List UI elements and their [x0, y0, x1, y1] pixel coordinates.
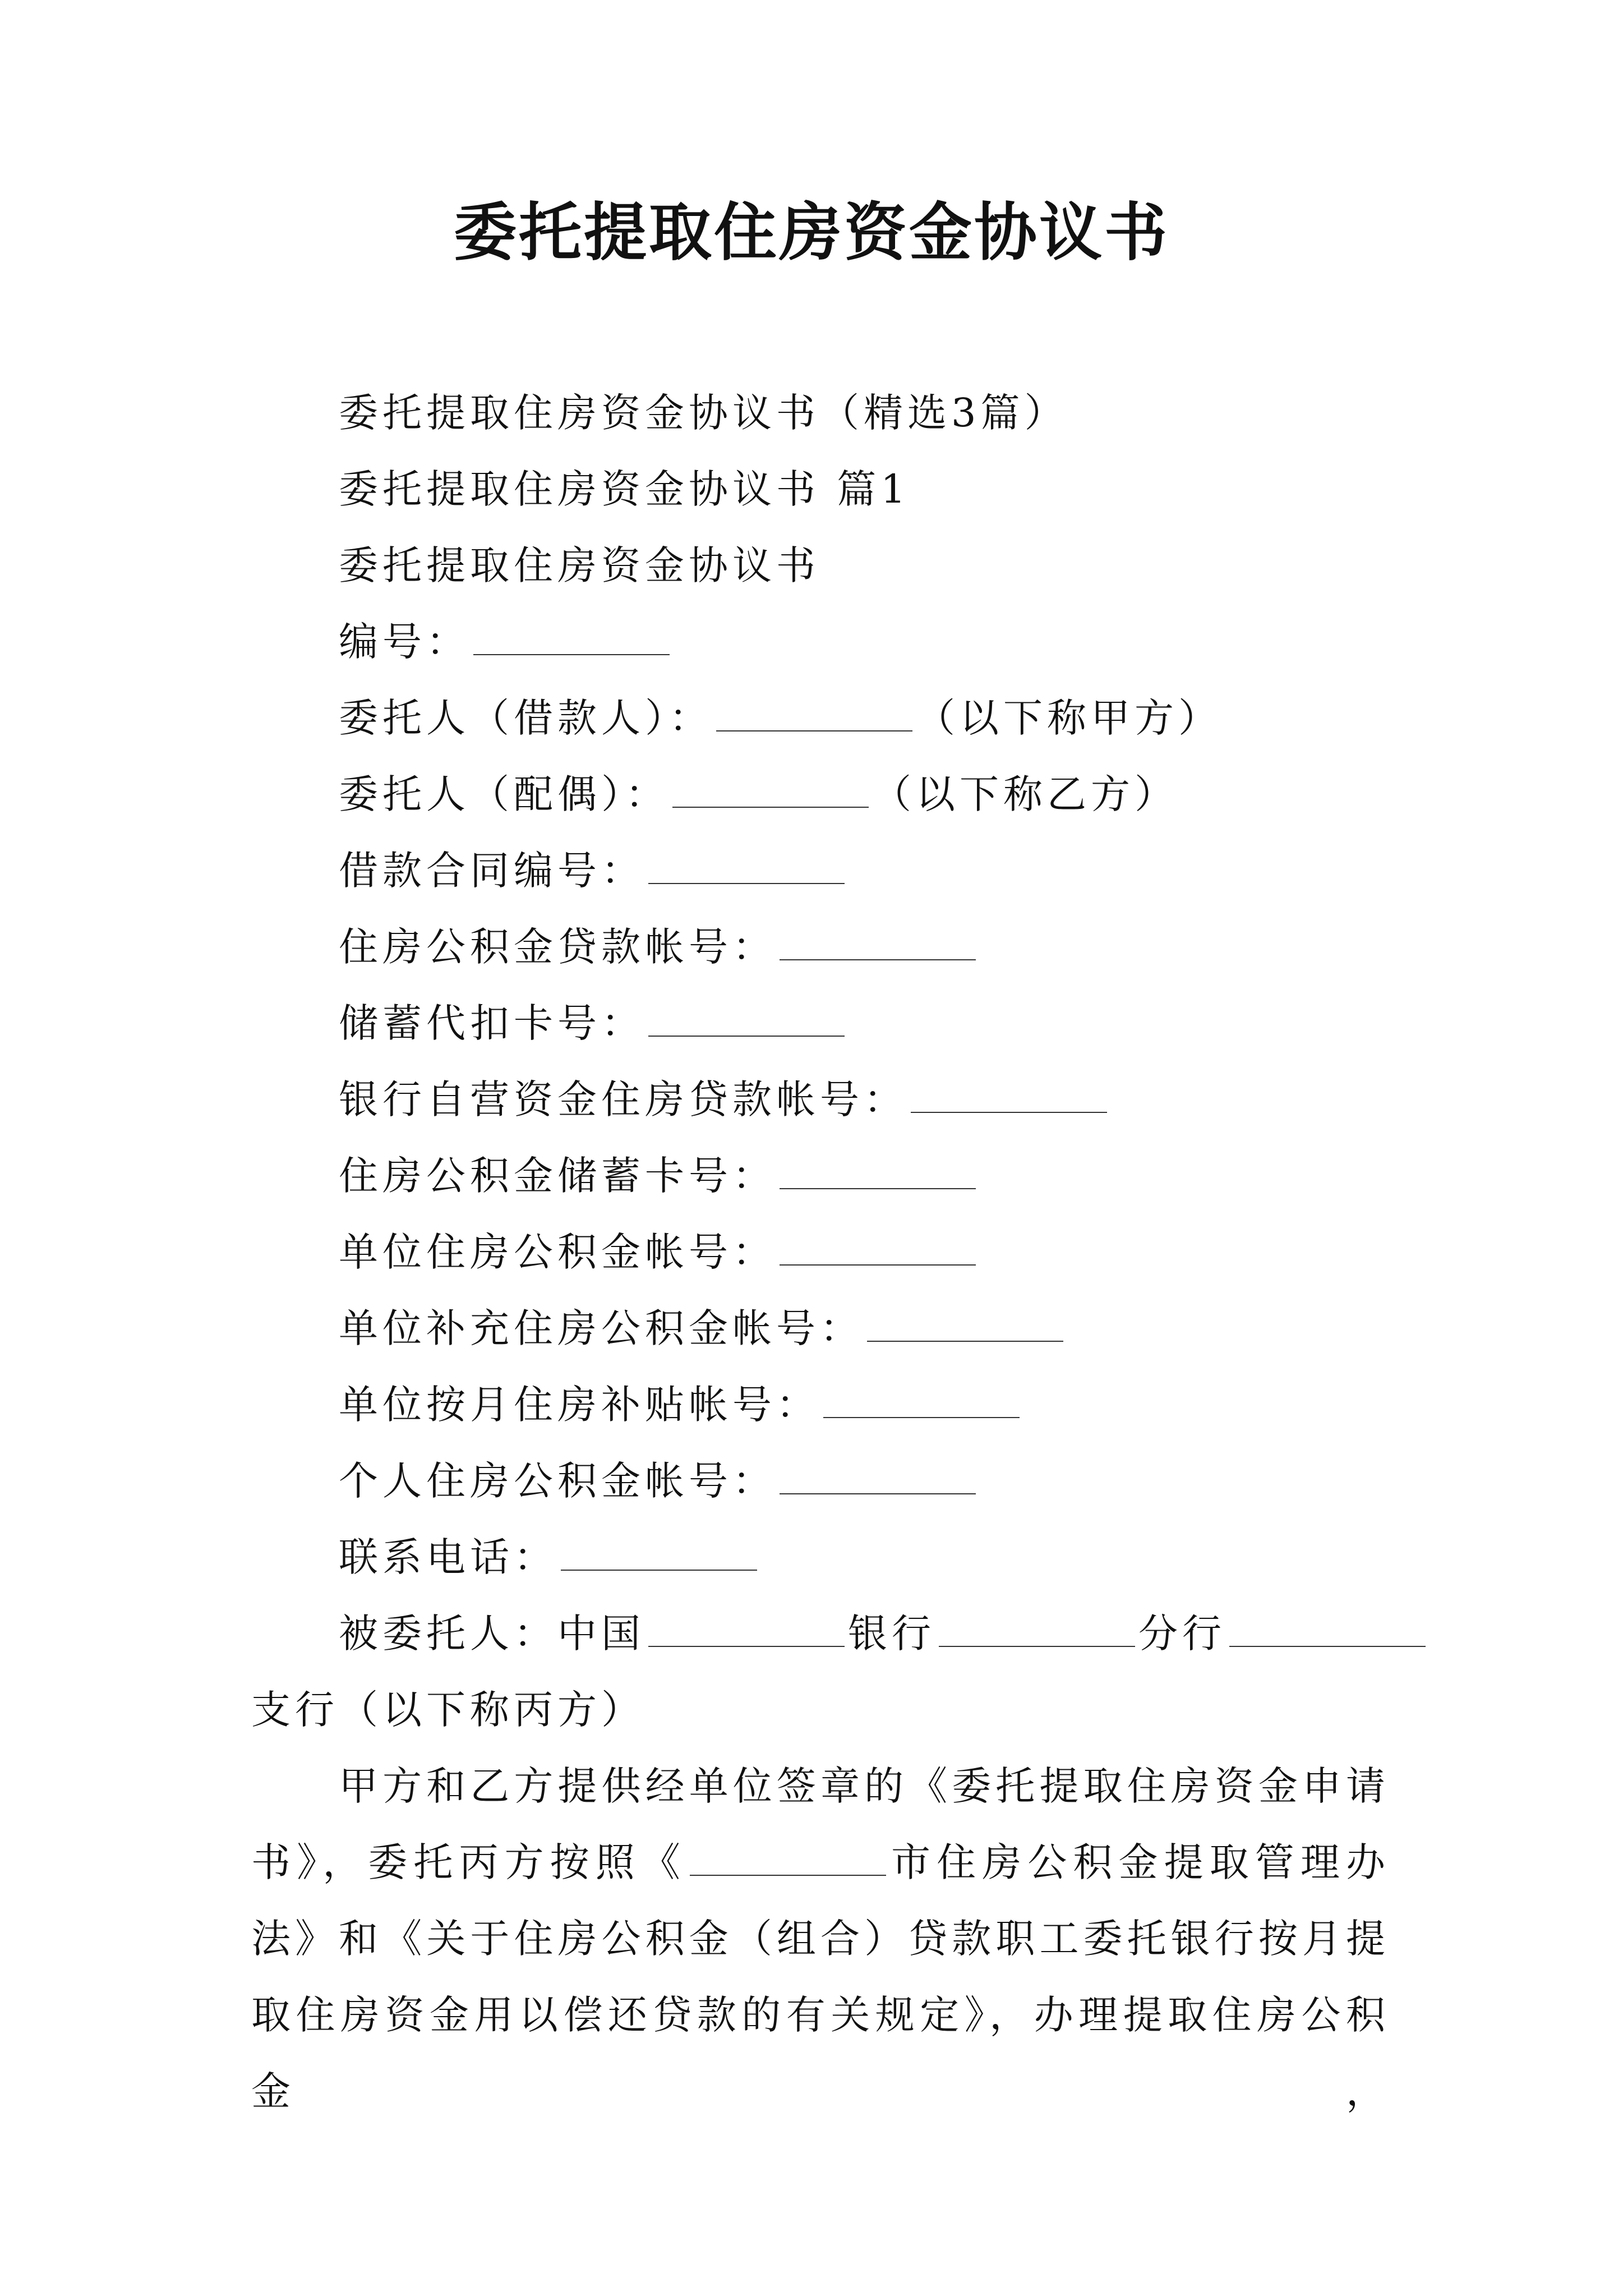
bank-loan-account-row	[251, 1061, 1390, 1138]
contract-no-row	[251, 832, 1390, 909]
loan-account-blank	[780, 920, 976, 960]
contract-no-blank	[648, 844, 845, 884]
personal-fund-account-row	[251, 1443, 1390, 1519]
loan-account-row	[251, 909, 1390, 985]
number-blank	[473, 615, 670, 655]
unit-subsidy-account-label: 单位按月住房补贴帐号：	[339, 1382, 820, 1428]
unit-supp-account-label: 单位补充住房公积金帐号：	[339, 1305, 864, 1351]
bank-loan-account-blank	[911, 1073, 1107, 1113]
agent-bank-blank	[939, 1607, 1135, 1647]
agreement-paragraph	[251, 1748, 1390, 2129]
spouse-label: 委托人（配偶）：	[339, 771, 669, 817]
principal-label: 委托人（借款人）：	[339, 695, 713, 741]
loan-account-label: 住房公积金贷款帐号：	[339, 924, 776, 970]
agent-bank-label: 银行	[848, 1611, 935, 1657]
personal-fund-account-blank	[780, 1454, 976, 1494]
unit-supp-account-row	[251, 1290, 1390, 1366]
savings-card-label: 储蓄代扣卡号：	[339, 1000, 645, 1046]
bank-loan-account-label: 银行自营资金住房贷款帐号：	[339, 1076, 907, 1122]
spouse-suffix: （以下称乙方）	[872, 771, 1178, 817]
phone-blank	[561, 1530, 757, 1571]
number-label: 编号：	[339, 619, 470, 665]
agent-branch-label: 分行	[1138, 1611, 1226, 1657]
phone-row	[251, 1519, 1390, 1595]
contract-no-label: 借款合同编号：	[339, 848, 645, 894]
personal-fund-account-label: 个人住房公积金帐号：	[339, 1458, 776, 1504]
section-heading: 委托提取住房资金协议书 篇1	[339, 466, 910, 512]
savings-card-row	[251, 985, 1390, 1061]
unit-fund-account-label: 单位住房公积金帐号：	[339, 1229, 776, 1275]
document-title: 委托提取住房资金协议书	[454, 196, 1169, 269]
spouse-blank	[672, 767, 869, 808]
paragraph-part-2: 市住房公积金提取管理办法》和《关于住房公积金（组合）贷款职工委托银行按月提取住房资金用以偿还贷款的有关规定》，办理提取住房公积金，	[251, 1839, 1390, 2114]
number-row	[251, 604, 1390, 680]
principal-blank	[716, 691, 912, 731]
unit-fund-account-blank	[780, 1225, 976, 1266]
unit-subsidy-account-row	[251, 1366, 1390, 1443]
fund-savings-card-blank	[780, 1149, 976, 1189]
unit-fund-account-row	[251, 1214, 1390, 1290]
phone-label: 联系电话：	[339, 1534, 557, 1580]
paragraph-part-1: 甲方和乙方提供经单位签章的《委托提取住房资金申请书》，委托丙方按照《	[251, 1763, 1390, 1885]
fund-savings-card-row	[251, 1138, 1390, 1214]
unit-supp-account-blank	[867, 1301, 1063, 1342]
savings-card-blank	[648, 996, 845, 1037]
principal-row	[251, 680, 1390, 756]
city-blank	[690, 1835, 886, 1876]
subtitle-line: 委托提取住房资金协议书（精选3篇）	[339, 390, 1068, 436]
agent-branch-blank	[1229, 1607, 1426, 1647]
principal-suffix: （以下称甲方）	[916, 695, 1222, 741]
unit-subsidy-account-blank	[823, 1378, 1020, 1418]
document-body	[251, 375, 1390, 2129]
agent-subbranch-line: 支行（以下称丙方）	[251, 1687, 645, 1733]
agent-country-blank	[648, 1607, 845, 1647]
agent-prefix: 被委托人：中国	[339, 1611, 645, 1657]
agent-row	[251, 1595, 1390, 1672]
fund-savings-card-label: 住房公积金储蓄卡号：	[339, 1153, 776, 1199]
spouse-row	[251, 756, 1390, 832]
agreement-name: 委托提取住房资金协议书	[339, 542, 820, 588]
